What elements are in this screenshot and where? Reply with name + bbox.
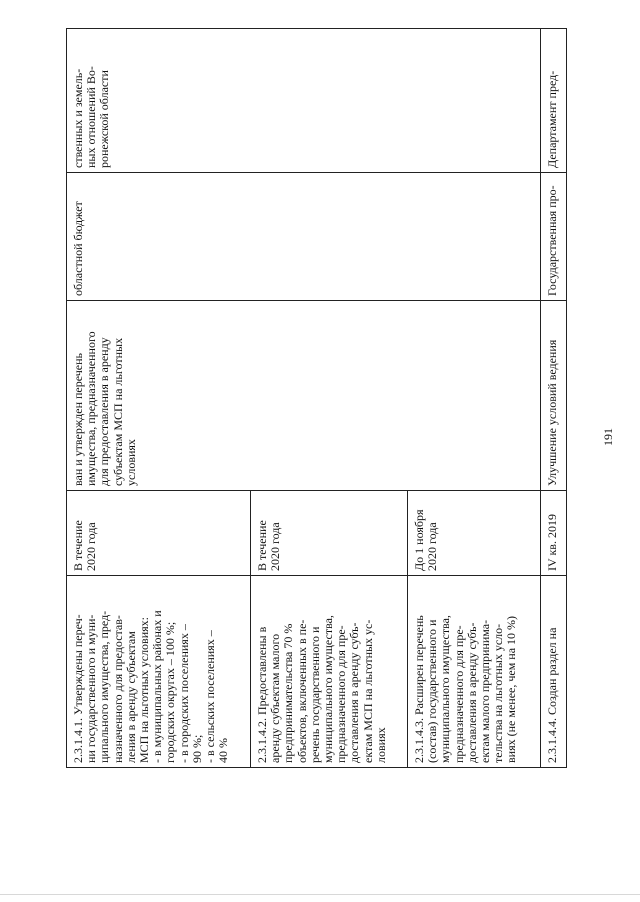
- row1-result: ван и утвержден перечень имущества, предназначенного для предоставления в аренду субъектам МСП на льготных условиях: [71, 331, 138, 486]
- row2-activity: 2.3.1.4.2. Предоставлены в аренду субъектам малого предпринимательства 70 % объектов, включенных в пе- речень государственного и муниципального имущества, предназначенного для пре- доставления в аренду субъ- ектам МСП на льготных ус- ловиях: [255, 615, 388, 763]
- column-line-1: [66, 172, 566, 173]
- table-border-right: [566, 28, 567, 768]
- row4-result: Улучшение условий ведения: [545, 339, 559, 486]
- table-border-bottom: [66, 767, 566, 768]
- table-border-left: [66, 28, 67, 768]
- column-line-4: [66, 575, 566, 576]
- row4-term: IV кв. 2019: [545, 514, 559, 571]
- row2-term: В течение 2020 года: [255, 520, 283, 571]
- row4-executor: Департамент пред-: [545, 70, 559, 168]
- row3-activity: 2.3.1.4.3. Расширен перечень (состав) государственного и муниципального имущества, предназначенного для пре- доставления в аренду субъ- ектам малого предпринима- тельства на льготных усло- виях (не менее, чем на 10 %): [412, 615, 519, 763]
- row-separator-2: [407, 490, 408, 767]
- row1-executor: ственных и земель- ных отношений Во- ронежской области: [71, 66, 112, 168]
- page-number: 191: [601, 428, 615, 446]
- row1-term: В течение 2020 года: [71, 520, 99, 571]
- row4-source: Государственная про-: [545, 185, 559, 296]
- row1-activity: 2.3.1.4.1. Утверждены переч- ни государственного и муни- ципального имущества, пред- назначенного для предостав- ления в аренду субъектам МСП на льготных условиях: - в муниципальных районах и городских округах – 100 %; - в городских поселениях – 90 %; - в сельских поселениях – 40 %: [71, 610, 231, 763]
- row1-source: областной бюджет: [71, 201, 85, 296]
- row3-term: До 1 ноября 2020 года: [412, 509, 440, 571]
- row-separator-1: [250, 490, 251, 767]
- table-border-top: [66, 28, 566, 29]
- column-line-3: [66, 490, 566, 491]
- column-line-2: [66, 300, 566, 301]
- row4-activity: 2.3.1.4.4. Создан раздел на: [545, 627, 559, 763]
- scan-bottom-edge: [0, 894, 640, 895]
- row-separator-3: [540, 28, 541, 768]
